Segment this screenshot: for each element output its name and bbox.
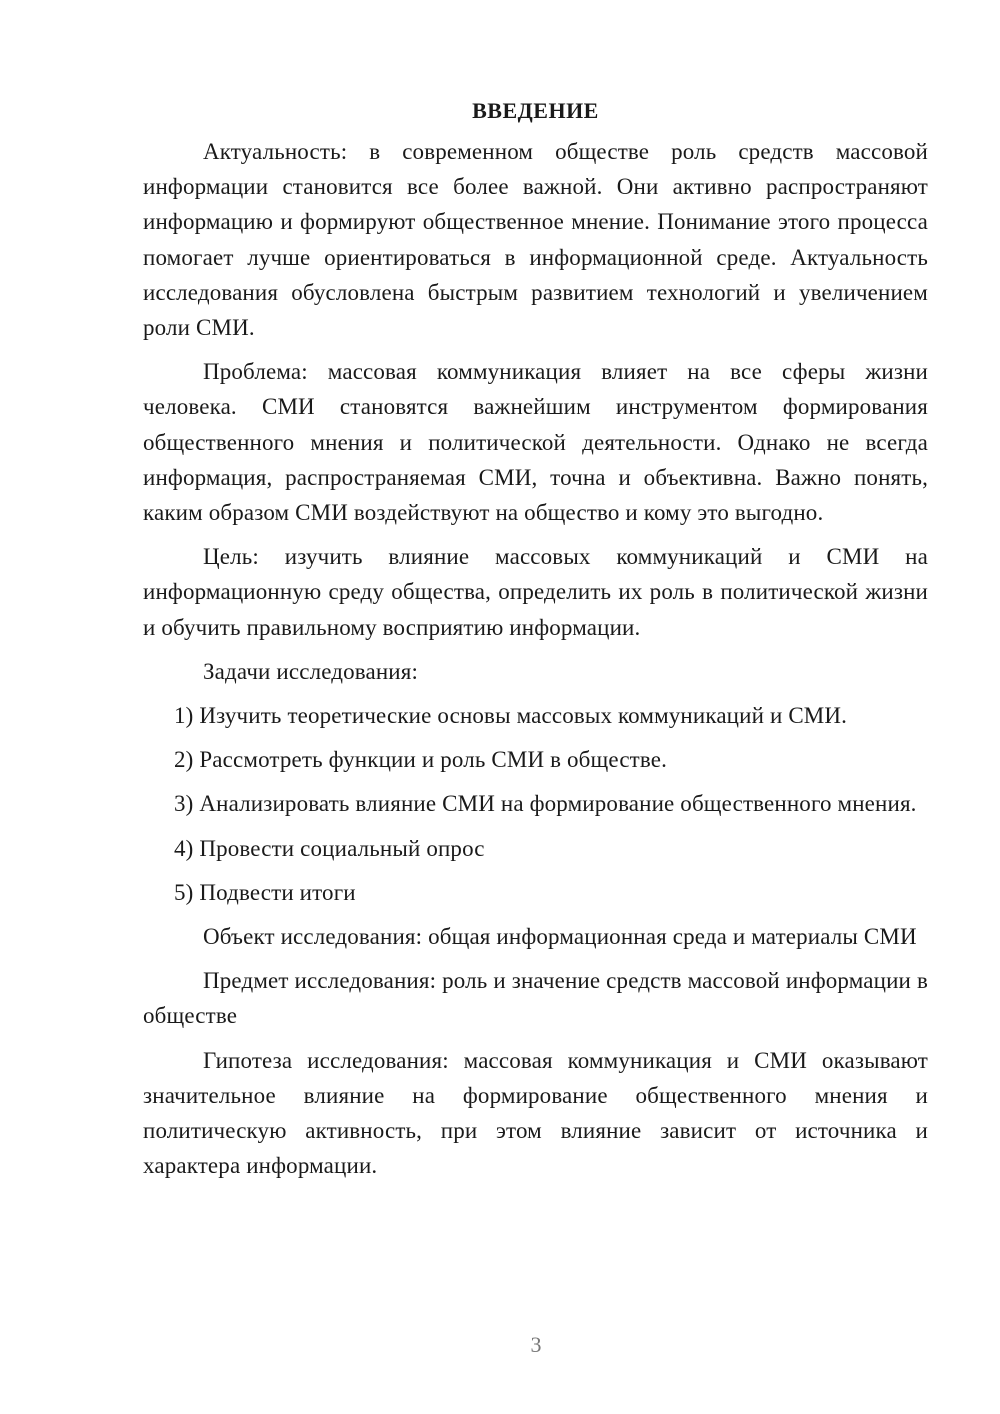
problem-paragraph: Проблема: массовая коммуникация влияет на все сферы жизни человека. СМИ становятся важнейшим инструментом формирования общественного мнения и политической деятельности. Однако не всегда информация, распространяемая СМИ, точна и объективна. Важно понять, каким образом СМИ воздействуют на общество и кому это выгодно.	[143, 359, 928, 526]
page-number: 3	[530, 1332, 542, 1357]
task-item: 4) Провести социальный опрос	[174, 835, 485, 861]
hypothesis-paragraph: Гипотеза исследования: массовая коммуникация и СМИ оказывают значительное влияние на формирование общественного мнения и политическую активность, при этом влияние зависит от источника и характера информации.	[143, 1047, 928, 1179]
subject-paragraph: Предмет исследования: роль и значение средств массовой информации в обществе	[143, 968, 928, 1029]
task-item: 1) Изучить теоретические основы массовых коммуникаций и СМИ.	[174, 703, 848, 729]
task-item: 3) Анализировать влияние СМИ на формирование общественного мнения.	[174, 791, 917, 817]
tasks-title: Задачи исследования:	[203, 658, 419, 684]
task-item: 5) Подвести итоги	[174, 879, 356, 905]
goal-paragraph: Цель: изучить влияние массовых коммуникаций и СМИ на информационную среду общества, определить их роль в политической жизни и обучить правильному восприятию информации.	[143, 544, 928, 640]
task-item: 2) Рассмотреть функции и роль СМИ в обществе.	[174, 747, 668, 773]
object-paragraph: Объект исследования: общая информационная среда и материалы СМИ	[203, 924, 917, 950]
document-page	[143, 90, 928, 1192]
page-title: ВВЕДЕНИЕ	[472, 98, 599, 123]
relevance-paragraph: Актуальность: в современном обществе роль средств массовой информации становится все более важной. Они активно распространяют информацию и формируют общественное мнение. Понимание этого процесса помогает лучше ориентироваться в информационной среде. Актуальность исследования обусловлена быстрым развитием технологий и увеличением роли СМИ.	[143, 139, 928, 341]
